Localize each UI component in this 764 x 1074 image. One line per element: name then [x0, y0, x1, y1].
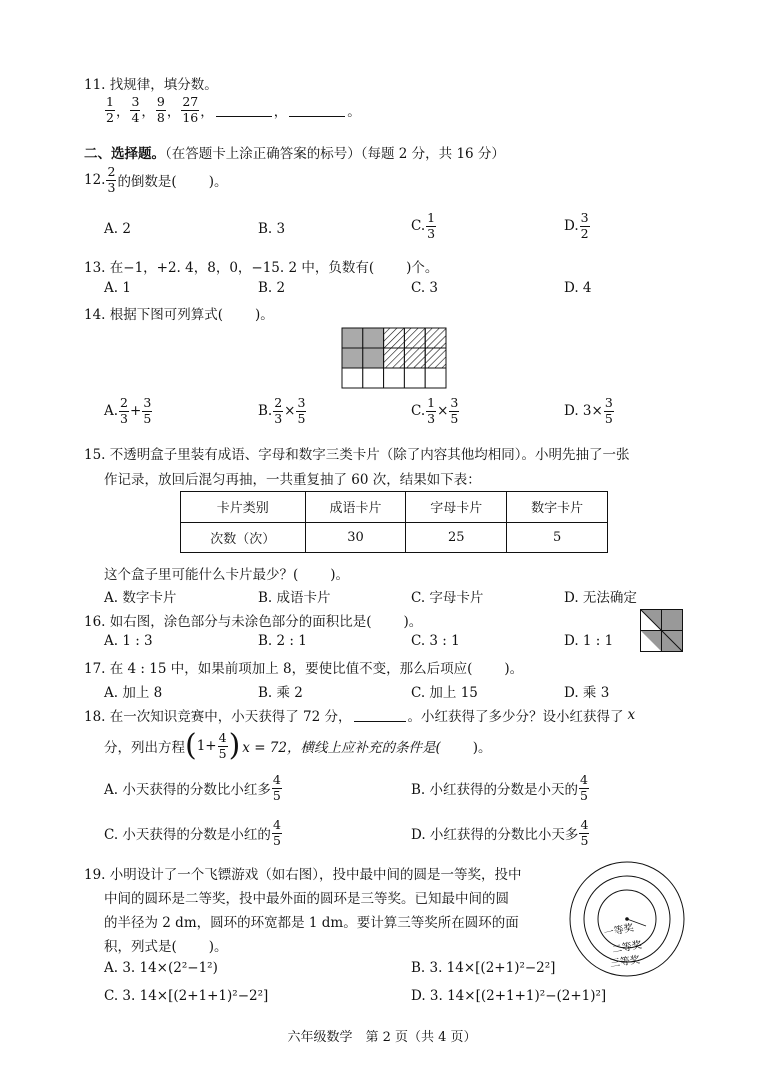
q14-stem: 14. 根据下图可列算式( )。 — [84, 307, 274, 323]
q16-option-b[interactable]: B. 2 : 1 — [258, 633, 307, 649]
q18-line2: 分，列出方程 ( 1+ $\frac{4}{5}$ ) x = 72，横线上应补充的条件是( )。 — [104, 728, 492, 763]
q18-option-a[interactable]: A. 小天获得的分数比小红多 $\frac{4}{5}$ — [104, 772, 281, 803]
table-cell: 5 — [507, 522, 608, 553]
q14-option-c[interactable]: C. $\frac{1}{3}$ × $\frac{3}{5}$ — [411, 395, 459, 426]
q11-frac-2: $\frac{3}{4}$ — [131, 94, 140, 125]
target-label-first: 一等奖 — [603, 922, 635, 940]
q17-option-b[interactable]: B. 乘 2 — [258, 685, 303, 701]
grid-cell — [363, 328, 384, 348]
q11-frac-3: $\frac{9}{8}$ — [156, 94, 165, 125]
q12-option-c[interactable]: C. $\frac{1}{3}$ — [411, 210, 436, 241]
grid-cell — [342, 368, 363, 388]
q19-option-d[interactable]: D. 3. 14×[(2+1+1)²−(2+1)²] — [411, 988, 607, 1004]
q18-option-c[interactable]: C. 小天获得的分数是小红的 $\frac{4}{5}$ — [104, 817, 281, 848]
q12-option-d[interactable]: D. $\frac{3}{2}$ — [564, 210, 589, 241]
q15-line1: 15. 不透明盒子里装有成语、字母和数字三类卡片（除了内容其他均相同）。小明先抽了一张 — [84, 447, 630, 463]
q15-option-b[interactable]: B. 成语卡片 — [258, 590, 331, 606]
q11-blank-1[interactable] — [216, 104, 272, 117]
q14-option-d[interactable]: D. 3× $\frac{3}{5}$ — [564, 395, 613, 426]
q17-option-d[interactable]: D. 乘 3 — [564, 685, 610, 701]
grid-cell — [363, 348, 384, 368]
grid-cell — [425, 328, 446, 348]
q15-option-d[interactable]: D. 无法确定 — [564, 590, 637, 606]
q19-option-a[interactable]: A. 3. 14×(2²−1²) — [104, 960, 218, 976]
q15-line2: 作记录，放回后混匀再抽，一共重复抽了 60 次，结果如下表： — [104, 472, 481, 488]
q17-option-c[interactable]: C. 加上 15 — [411, 685, 478, 701]
page-footer: 六年级数学 第 2 页（共 4 页） — [287, 1030, 477, 1045]
q16-option-d[interactable]: D. 1 : 1 — [564, 633, 614, 649]
q16-square-figure — [640, 609, 683, 652]
q15-option-a[interactable]: A. 数字卡片 — [104, 590, 177, 606]
q11-sequence: $\frac{1}{2}$ ， $\frac{3}{4}$ ， $\frac{9}{8}$ ， $\frac{27}{16}$ ， ， 。 — [106, 94, 361, 125]
q13-stem: 13. 在−1，+2. 4，8，0，−15. 2 中，负数有( )个。 — [84, 260, 439, 276]
grid-cell — [425, 368, 446, 388]
table-header-cell: 成语卡片 — [305, 492, 406, 523]
table-row — [181, 492, 608, 523]
q18-line1: 18. 在一次知识竞赛中，小天获得了 72 分， 。小红获得了多少分？设小红获得了 x — [84, 707, 636, 725]
q14-option-b[interactable]: B. $\frac{2}{3}$ × $\frac{3}{5}$ — [258, 395, 306, 426]
table-cell: 25 — [406, 522, 507, 553]
grid-cell — [404, 328, 425, 348]
q13-option-a[interactable]: A. 1 — [104, 280, 131, 296]
q19-option-c[interactable]: C. 3. 14×[(2+1+1)²−2²] — [104, 988, 269, 1004]
table-header-cell: 卡片类别 — [181, 492, 306, 523]
q18-blank[interactable] — [354, 709, 406, 722]
q17-stem: 17. 在 4 : 15 中，如果前项加上 8，要使比值不变，那么后项应( )。 — [84, 661, 524, 677]
grid-cell — [404, 368, 425, 388]
q11-blank-2[interactable] — [289, 104, 345, 117]
grid-cell — [384, 348, 405, 368]
q19-line4: 积，列式是( )。 — [104, 939, 228, 955]
q12-frac: $\frac{2}{3}$ — [107, 164, 116, 195]
grid-cell — [342, 348, 363, 368]
q13-option-d[interactable]: D. 4 — [564, 280, 592, 296]
section2-note: （在答题卡上涂正确答案的标号）（每题 2 分，共 16 分） — [165, 146, 505, 162]
q17-option-a[interactable]: A. 加上 8 — [104, 685, 163, 701]
target-label-second: 二等奖 — [611, 939, 643, 956]
q16-option-c[interactable]: C. 3 : 1 — [411, 633, 460, 649]
target-label-third: 三等奖 — [609, 954, 641, 970]
table-header-cell: 数字卡片 — [507, 492, 608, 523]
q19-option-b[interactable]: B. 3. 14×[(2+1)²−2²] — [411, 960, 556, 976]
q12-option-b[interactable]: B. 3 — [258, 221, 286, 237]
q14-grid-figure — [341, 327, 447, 389]
q11-frac-1: $\frac{1}{2}$ — [106, 94, 114, 125]
section2-heading — [84, 142, 505, 162]
q18-option-b[interactable]: B. 小红获得的分数是小天的 $\frac{4}{5}$ — [411, 772, 588, 803]
q13-option-c[interactable]: C. 3 — [411, 280, 439, 296]
grid-cell — [342, 328, 363, 348]
grid-cell — [404, 348, 425, 368]
q11-frac-4: $\frac{27}{16}$ — [182, 94, 199, 125]
table-row — [181, 522, 608, 553]
section2-title: 二、选择题。 — [84, 146, 165, 162]
q15-table — [180, 491, 608, 553]
q19-line3: 的半径为 2 dm，圆环的环宽都是 1 dm。要计算三等奖所在圆环的面 — [104, 915, 519, 931]
q14-option-a[interactable]: A. $\frac{2}{3}$ + $\frac{3}{5}$ — [104, 395, 152, 426]
q19-line2: 中间的圆环是二等奖，投中最外面的圆环是三等奖。已知最中间的圆 — [104, 891, 509, 907]
table-cell: 次数（次） — [181, 522, 306, 553]
table-header-cell: 字母卡片 — [406, 492, 507, 523]
q12-option-a[interactable]: A. 2 — [104, 221, 131, 237]
q19-dartboard-figure — [568, 860, 686, 978]
grid-cell — [384, 328, 405, 348]
q16-stem: 16. 如右图，涂色部分与未涂色部分的面积比是( )。 — [84, 614, 423, 630]
q11-text: 11. 找规律，填分数。 — [84, 77, 218, 93]
q18-option-d[interactable]: D. 小红获得的分数比小天多 $\frac{4}{5}$ — [411, 817, 589, 848]
q19-line1: 19. 小明设计了一个飞镖游戏（如右图），投中最中间的圆是一等奖，投中 — [84, 867, 522, 883]
q16-option-a[interactable]: A. 1 : 3 — [104, 633, 153, 649]
table-cell: 30 — [305, 522, 406, 553]
grid-cell — [363, 368, 384, 388]
grid-cell — [425, 348, 446, 368]
grid-cell — [384, 368, 405, 388]
q15-option-c[interactable]: C. 字母卡片 — [411, 590, 484, 606]
q15-question: 这个盒子里可能什么卡片最少？( )。 — [104, 567, 350, 583]
q12-stem: 12. $\frac{2}{3}$ 的倒数是( )。 — [84, 164, 228, 195]
q13-option-b[interactable]: B. 2 — [258, 280, 286, 296]
